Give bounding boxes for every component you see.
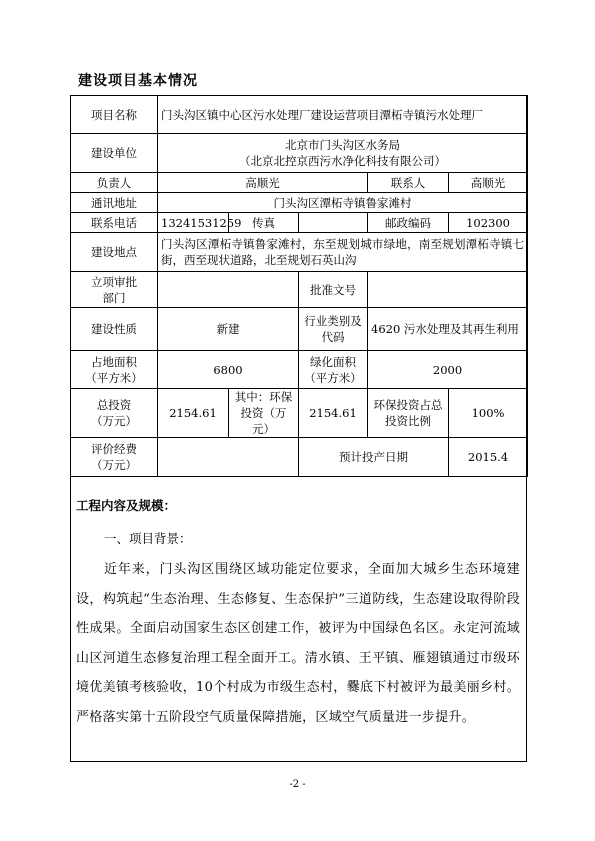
date-label: 预计投产日期 xyxy=(299,438,449,477)
phone-label: 联系电话 xyxy=(71,213,158,233)
basic-info-table xyxy=(70,95,528,477)
page-title: 建设项目基本情况 xyxy=(78,73,198,89)
fax-label: 传真 xyxy=(229,213,299,233)
industry-value: 4620 污水处理及其再生利用 xyxy=(368,308,528,351)
row-eval-fee xyxy=(71,438,528,477)
green-label-line-1: 绿化面积 xyxy=(310,354,356,369)
row-phone xyxy=(71,213,528,233)
invest-label-line-2: （万元） xyxy=(91,414,137,428)
phone-value: 13241531259 xyxy=(158,213,229,233)
approval-dept-label-line-2: 部门 xyxy=(102,290,126,305)
row-nature xyxy=(71,308,528,351)
builder-line-2: （北京北控京西污水净化科技有限公司） xyxy=(239,154,447,168)
project-name-value: 门头沟区镇中心区污水处理厂建设运营项目潭柘寺镇污水处理厂 xyxy=(158,96,528,134)
industry-label xyxy=(299,308,368,351)
builder-label: 建设单位 xyxy=(71,134,158,173)
contact-label: 联系人 xyxy=(368,173,449,193)
row-project-name xyxy=(71,96,528,134)
area-label-line-2: （平方米） xyxy=(85,370,143,385)
industry-label-line-2: 代码 xyxy=(321,330,345,344)
invest-label-line-1: 总投资 xyxy=(96,398,132,412)
date-value: 2015.4 xyxy=(449,438,528,477)
eval-fee-label-line-2: （万元） xyxy=(91,458,137,472)
address-label: 通讯地址 xyxy=(71,193,158,213)
approval-no-label: 批准文号 xyxy=(299,272,368,308)
contact-value: 高顺光 xyxy=(449,173,528,193)
eval-fee-label xyxy=(71,438,158,477)
nature-label: 建设性质 xyxy=(71,308,158,351)
section-title: 工程内容及规模： xyxy=(76,498,177,513)
builder-value xyxy=(158,134,528,173)
row-area xyxy=(71,351,528,389)
row-builder xyxy=(71,134,528,173)
row-investment xyxy=(71,389,528,438)
ratio-label-line-1: 环保投资占总 xyxy=(373,398,443,412)
row-address xyxy=(71,193,528,213)
green-label xyxy=(299,351,368,389)
env-invest-label-line-1: 其中：环保 xyxy=(234,390,293,404)
address-value: 门头沟区潭柘寺镇鲁家滩村 xyxy=(158,193,528,213)
nature-value: 新建 xyxy=(158,308,299,351)
builder-line-1: 北京市门头沟区水务局 xyxy=(285,138,401,152)
row-site xyxy=(71,233,528,272)
postcode-value: 102300 xyxy=(449,213,528,233)
background-paragraph: 近年来，门头沟区围绕区域功能定位要求，全面加大城乡生态环境建设，构筑起“生态治理、生态修复、生态保护”三道防线，生态建设取得阶段性成果。全面启动国家生态区创建工作，被评为中国绿色名区。永定河流域山区河道生态修复治理工程全面开工。清水镇、王平镇、雁翅镇通过市级环境优美镇考核验收，10个村成为市级生态村，爨底下村被评为最美丽乡村。严格落实第十五阶段空气质量保障措施，区域空气质量进一步提升。 xyxy=(76,562,520,725)
fax-value xyxy=(299,213,368,233)
invest-value: 2154.61 xyxy=(158,389,229,438)
row-leader xyxy=(71,173,528,193)
subheading: 一、项目背景： xyxy=(104,531,192,546)
area-label-line-1: 占地面积 xyxy=(91,354,137,369)
ratio-value: 100% xyxy=(449,389,528,438)
postcode-label: 邮政编码 xyxy=(368,213,449,233)
green-value: 2000 xyxy=(368,351,528,389)
leader-value: 高顺光 xyxy=(158,173,368,193)
area-value: 6800 xyxy=(158,351,299,389)
approval-dept-value xyxy=(158,272,299,308)
leader-label: 负责人 xyxy=(71,173,158,193)
green-label-line-2: （平方米） xyxy=(304,370,362,385)
ratio-label xyxy=(368,389,449,438)
eval-fee-value xyxy=(158,438,299,477)
approval-no-value xyxy=(368,272,528,308)
eval-fee-label-line-1: 评价经费 xyxy=(91,442,137,456)
page-number: -2 - xyxy=(289,779,306,790)
approval-dept-label xyxy=(71,272,158,308)
area-label xyxy=(71,351,158,389)
site-value: 门头沟区潭柘寺镇鲁家滩村，东至规划城市绿地，南至规划潭柘寺镇七街，西至现状道路，北至规划石英山沟 xyxy=(158,233,528,272)
site-label: 建设地点 xyxy=(71,233,158,272)
env-invest-label-line-2: 投资（万元） xyxy=(240,406,287,436)
approval-dept-label-line-1: 立项审批 xyxy=(91,274,137,289)
row-approval xyxy=(71,272,528,308)
invest-label xyxy=(71,389,158,438)
industry-label-line-1: 行业类别及 xyxy=(304,314,362,328)
project-name-label: 项目名称 xyxy=(71,96,158,134)
env-invest-label xyxy=(229,389,299,438)
ratio-label-line-2: 投资比例 xyxy=(385,414,431,428)
env-invest-value: 2154.61 xyxy=(299,389,368,438)
